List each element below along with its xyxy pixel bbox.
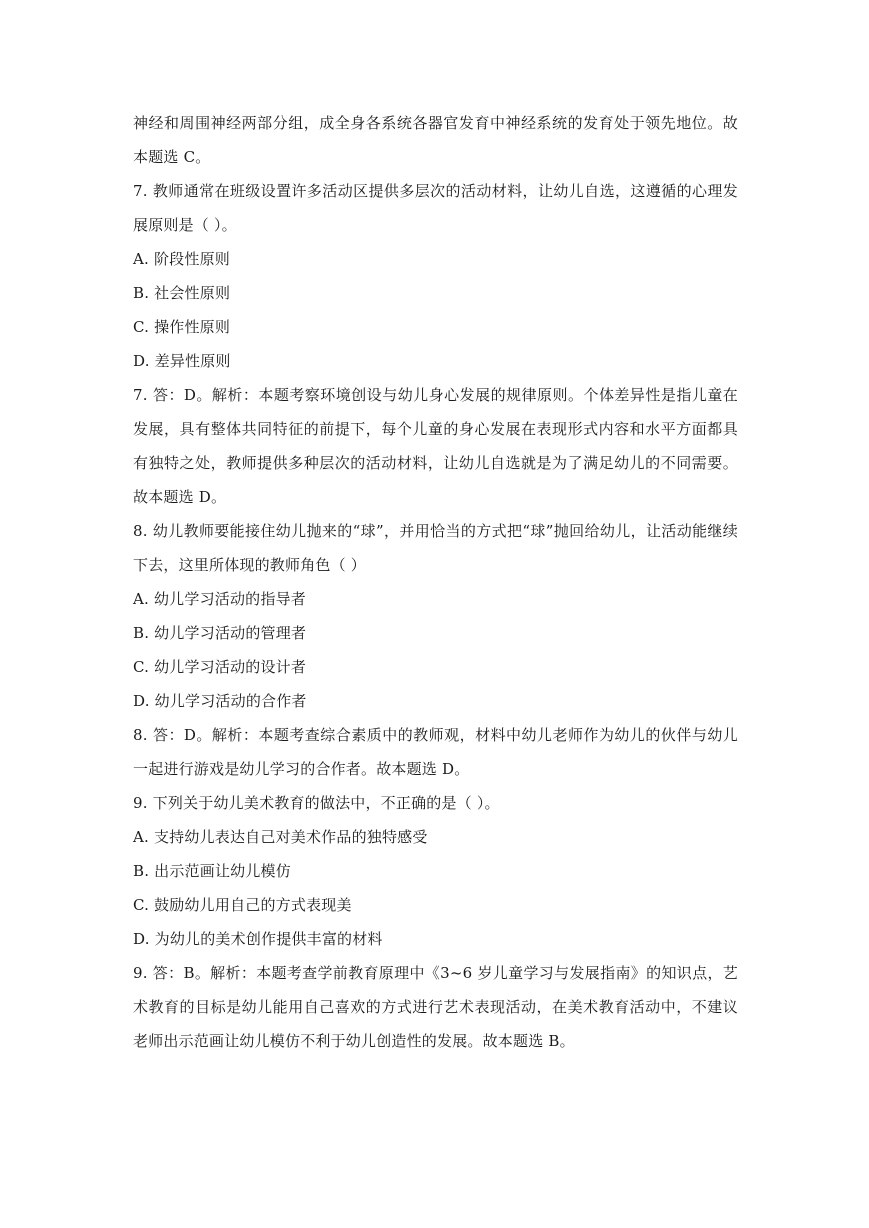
- question-8: 8. 幼儿教师要能接住幼儿抛来的“球”，并用恰当的方式把“球”抛回给幼儿，让活动能继续下去，这里所体现的教师角色（ ）: [133, 522, 738, 574]
- question-7-option-d: D. 差异性原则: [133, 352, 231, 370]
- question-8-option-b: B. 幼儿学习活动的管理者: [133, 624, 307, 642]
- question-7-option-c: C. 操作性原则: [133, 318, 231, 336]
- answer-9: 9. 答：B。解析：本题考查学前教育原理中《3~6 岁儿童学习与发展指南》的知识点，艺术教育的目标是幼儿能用自己喜欢的方式进行艺术表现活动，在美术教育活动中，不建议老师出示范画让幼儿模仿不利于幼儿创造性的发展。故本题选 B。: [133, 964, 738, 1050]
- question-9-option-c: C. 鼓励幼儿用自己的方式表现美: [133, 896, 352, 914]
- document-body: [133, 106, 738, 1058]
- question-9: 9. 下列关于幼儿美术教育的做法中，不正确的是（ ）。: [133, 794, 500, 812]
- question-8-option-d: D. 幼儿学习活动的合作者: [133, 692, 307, 710]
- question-7: 7. 教师通常在班级设置许多活动区提供多层次的活动材料，让幼儿自选，这遵循的心理发展原则是（ ）。: [133, 182, 738, 234]
- answer-7: 7. 答：D。解析：本题考察环境创设与幼儿身心发展的规律原则。个体差异性是指儿童在发展，具有整体共同特征的前提下，每个儿童的身心发展在表现形式内容和水平方面都具有独特之处，教师提供多种层次的活动材料，让幼儿自选就是为了满足幼儿的不同需要。故本题选 D。: [133, 386, 738, 506]
- answer-8: 8. 答：D。解析：本题考查综合素质中的教师观，材料中幼儿老师作为幼儿的伙伴与幼儿一起进行游戏是幼儿学习的合作者。故本题选 D。: [133, 726, 738, 778]
- question-8-option-c: C. 幼儿学习活动的设计者: [133, 658, 307, 676]
- question-9-option-d: D. 为幼儿的美术创作提供丰富的材料: [133, 930, 383, 948]
- question-9-option-b: B. 出示范画让幼儿模仿: [133, 862, 291, 880]
- question-8-option-a: A. 幼儿学习活动的指导者: [133, 590, 306, 608]
- question-7-option-b: B. 社会性原则: [133, 284, 231, 302]
- question-7-option-a: A. 阶段性原则: [133, 250, 230, 268]
- question-9-option-a: A. 支持幼儿表达自己对美术作品的独特感受: [133, 828, 428, 846]
- answer-paragraph: 神经和周围神经两部分组，成全身各系统各器官发育中神经系统的发育处于领先地位。故本题选 C。: [133, 114, 738, 166]
